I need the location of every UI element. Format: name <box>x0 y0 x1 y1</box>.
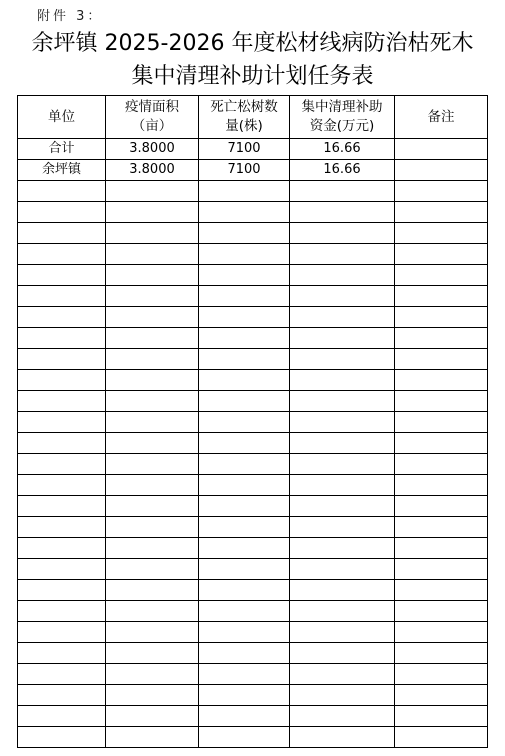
table-cell-empty <box>106 517 199 538</box>
table-row-empty <box>18 622 488 643</box>
table-cell-empty <box>395 286 488 307</box>
table-cell-empty <box>290 370 395 391</box>
table-cell-empty <box>199 286 290 307</box>
table-cell-empty <box>290 328 395 349</box>
table-cell-empty <box>18 433 106 454</box>
table-cell-empty <box>395 664 488 685</box>
table-cell-empty <box>395 244 488 265</box>
table-cell-empty <box>290 307 395 328</box>
table-cell-empty <box>290 538 395 559</box>
table-cell-empty <box>18 202 106 223</box>
document-title-line-2: 集中清理补助计划任务表 <box>131 64 374 89</box>
table-cell-empty <box>199 538 290 559</box>
table-row-empty <box>18 664 488 685</box>
cell-remarks <box>395 160 488 181</box>
table-row-empty <box>18 559 488 580</box>
table-row-empty <box>18 391 488 412</box>
table-cell-empty <box>395 601 488 622</box>
table-cell-empty <box>18 265 106 286</box>
table-cell-empty <box>290 601 395 622</box>
table-cell-empty <box>199 370 290 391</box>
table-cell-empty <box>395 559 488 580</box>
table-cell-empty <box>106 664 199 685</box>
table-cell-empty <box>395 538 488 559</box>
table-cell-empty <box>395 433 488 454</box>
table-cell-empty <box>290 454 395 475</box>
table-cell-empty <box>290 727 395 748</box>
table-cell-empty <box>18 370 106 391</box>
table-row-empty <box>18 706 488 727</box>
header-infected-area: 疫情面积 （亩） <box>106 96 199 139</box>
table-row-empty <box>18 580 488 601</box>
table-row-empty <box>18 349 488 370</box>
table-cell-empty <box>199 706 290 727</box>
table-cell-empty <box>106 328 199 349</box>
table-cell-empty <box>106 475 199 496</box>
table-cell-empty <box>290 622 395 643</box>
table-cell-empty <box>18 580 106 601</box>
table-cell-empty <box>395 643 488 664</box>
table-cell-empty <box>395 370 488 391</box>
table-cell-empty <box>106 433 199 454</box>
table-cell-empty <box>395 391 488 412</box>
table-cell-empty <box>106 685 199 706</box>
table-row-empty <box>18 286 488 307</box>
table-cell-empty <box>395 307 488 328</box>
table-cell-empty <box>395 517 488 538</box>
table-row-empty <box>18 244 488 265</box>
table-row-empty <box>18 685 488 706</box>
table-cell-empty <box>106 349 199 370</box>
table-cell-empty <box>290 580 395 601</box>
table-cell-empty <box>199 265 290 286</box>
table-row-empty <box>18 601 488 622</box>
table-cell-empty <box>290 244 395 265</box>
table-cell-empty <box>18 496 106 517</box>
table-cell-empty <box>18 391 106 412</box>
table-cell-empty <box>18 601 106 622</box>
table-cell-empty <box>199 664 290 685</box>
table-cell-empty <box>395 223 488 244</box>
table-row-empty <box>18 727 488 748</box>
table-cell-empty <box>199 307 290 328</box>
table-cell-empty <box>199 391 290 412</box>
table-cell-empty <box>290 265 395 286</box>
table-cell-empty <box>18 328 106 349</box>
table-cell-empty <box>106 496 199 517</box>
table-cell-empty <box>290 349 395 370</box>
table-row-total <box>18 139 488 160</box>
table-row-empty <box>18 475 488 496</box>
table-cell-empty <box>395 328 488 349</box>
table-cell-empty <box>106 454 199 475</box>
cell-area: 3.8000 <box>106 139 199 160</box>
header-unit: 单位 <box>18 96 106 139</box>
table-cell-empty <box>290 706 395 727</box>
table-cell-empty <box>290 391 395 412</box>
table-cell-empty <box>290 181 395 202</box>
table-cell-empty <box>18 223 106 244</box>
table-cell-empty <box>199 622 290 643</box>
table-cell-empty <box>290 496 395 517</box>
table-cell-empty <box>395 706 488 727</box>
table-cell-empty <box>290 559 395 580</box>
attachment-label: 附件 3： <box>37 9 104 24</box>
table-cell-empty <box>199 244 290 265</box>
table-cell-empty <box>18 307 106 328</box>
table-cell-empty <box>106 580 199 601</box>
table-cell-empty <box>18 643 106 664</box>
table-cell-empty <box>106 412 199 433</box>
table-cell-empty <box>290 223 395 244</box>
table-cell-empty <box>199 454 290 475</box>
table-cell-empty <box>106 286 199 307</box>
table-cell-empty <box>199 643 290 664</box>
cell-area: 3.8000 <box>106 160 199 181</box>
table-cell-empty <box>395 181 488 202</box>
table-cell-empty <box>106 223 199 244</box>
cell-funds: 16.66 <box>290 160 395 181</box>
table-row-empty <box>18 328 488 349</box>
table-cell-empty <box>395 202 488 223</box>
table-cell-empty <box>290 517 395 538</box>
task-table <box>17 95 488 748</box>
table-cell-empty <box>290 685 395 706</box>
header-dead-pine-count: 死亡松树数 量(株) <box>199 96 290 139</box>
table-cell-empty <box>18 412 106 433</box>
cell-unit: 合计 <box>18 139 106 160</box>
table-row-empty <box>18 181 488 202</box>
table-row-empty <box>18 370 488 391</box>
table-cell-empty <box>199 727 290 748</box>
table-row-empty <box>18 496 488 517</box>
table-cell-empty <box>199 223 290 244</box>
table-row-yuping <box>18 160 488 181</box>
table-cell-empty <box>395 412 488 433</box>
table-cell-empty <box>18 664 106 685</box>
table-cell-empty <box>18 559 106 580</box>
table-cell-empty <box>290 643 395 664</box>
table-cell-empty <box>395 265 488 286</box>
header-remarks: 备注 <box>395 96 488 139</box>
table-cell-empty <box>199 202 290 223</box>
table-cell-empty <box>18 622 106 643</box>
table-cell-empty <box>106 265 199 286</box>
table-row-empty <box>18 265 488 286</box>
table-cell-empty <box>395 454 488 475</box>
table-row-empty <box>18 307 488 328</box>
cell-dead-pines: 7100 <box>199 160 290 181</box>
table-cell-empty <box>106 538 199 559</box>
table-cell-empty <box>290 475 395 496</box>
table-cell-empty <box>106 601 199 622</box>
table-cell-empty <box>199 412 290 433</box>
table-cell-empty <box>395 685 488 706</box>
table-cell-empty <box>18 454 106 475</box>
table-cell-empty <box>18 286 106 307</box>
cell-funds: 16.66 <box>290 139 395 160</box>
table-cell-empty <box>290 664 395 685</box>
table-cell-empty <box>199 601 290 622</box>
table-cell-empty <box>18 727 106 748</box>
table-cell-empty <box>290 202 395 223</box>
table-cell-empty <box>199 475 290 496</box>
table-header-row <box>18 96 488 139</box>
table-cell-empty <box>395 727 488 748</box>
table-cell-empty <box>18 181 106 202</box>
table-row-empty <box>18 454 488 475</box>
header-subsidy-funds: 集中清理补助 资金(万元) <box>290 96 395 139</box>
table-cell-empty <box>199 328 290 349</box>
cell-remarks <box>395 139 488 160</box>
table-cell-empty <box>18 475 106 496</box>
table-cell-empty <box>18 517 106 538</box>
table-cell-empty <box>290 433 395 454</box>
table-cell-empty <box>18 685 106 706</box>
table-row-empty <box>18 202 488 223</box>
table-cell-empty <box>18 244 106 265</box>
table-cell-empty <box>18 706 106 727</box>
table-cell-empty <box>106 307 199 328</box>
table-cell-empty <box>199 517 290 538</box>
cell-unit: 余坪镇 <box>18 160 106 181</box>
table-cell-empty <box>106 559 199 580</box>
table-cell-empty <box>199 433 290 454</box>
table-row-empty <box>18 412 488 433</box>
table-cell-empty <box>199 580 290 601</box>
table-cell-empty <box>106 622 199 643</box>
table-cell-empty <box>199 349 290 370</box>
table-cell-empty <box>395 622 488 643</box>
document-title-line-1: 余坪镇 2025-2026 年度松材线病防治枯死木 <box>31 31 474 56</box>
table-cell-empty <box>290 412 395 433</box>
table-cell-empty <box>199 496 290 517</box>
table-cell-empty <box>395 496 488 517</box>
table-row-empty <box>18 223 488 244</box>
table-cell-empty <box>106 244 199 265</box>
cell-dead-pines: 7100 <box>199 139 290 160</box>
table-row-empty <box>18 643 488 664</box>
table-cell-empty <box>106 202 199 223</box>
table-cell-empty <box>106 706 199 727</box>
table-row-empty <box>18 433 488 454</box>
table-cell-empty <box>199 181 290 202</box>
table-cell-empty <box>106 181 199 202</box>
table-cell-empty <box>290 286 395 307</box>
table-cell-empty <box>106 727 199 748</box>
table-cell-empty <box>199 559 290 580</box>
table-cell-empty <box>106 370 199 391</box>
table-cell-empty <box>106 643 199 664</box>
table-cell-empty <box>18 538 106 559</box>
table-row-empty <box>18 538 488 559</box>
table-cell-empty <box>199 685 290 706</box>
table-cell-empty <box>395 580 488 601</box>
table-cell-empty <box>106 391 199 412</box>
table-cell-empty <box>18 349 106 370</box>
table-row-empty <box>18 517 488 538</box>
table-cell-empty <box>395 475 488 496</box>
table-cell-empty <box>395 349 488 370</box>
